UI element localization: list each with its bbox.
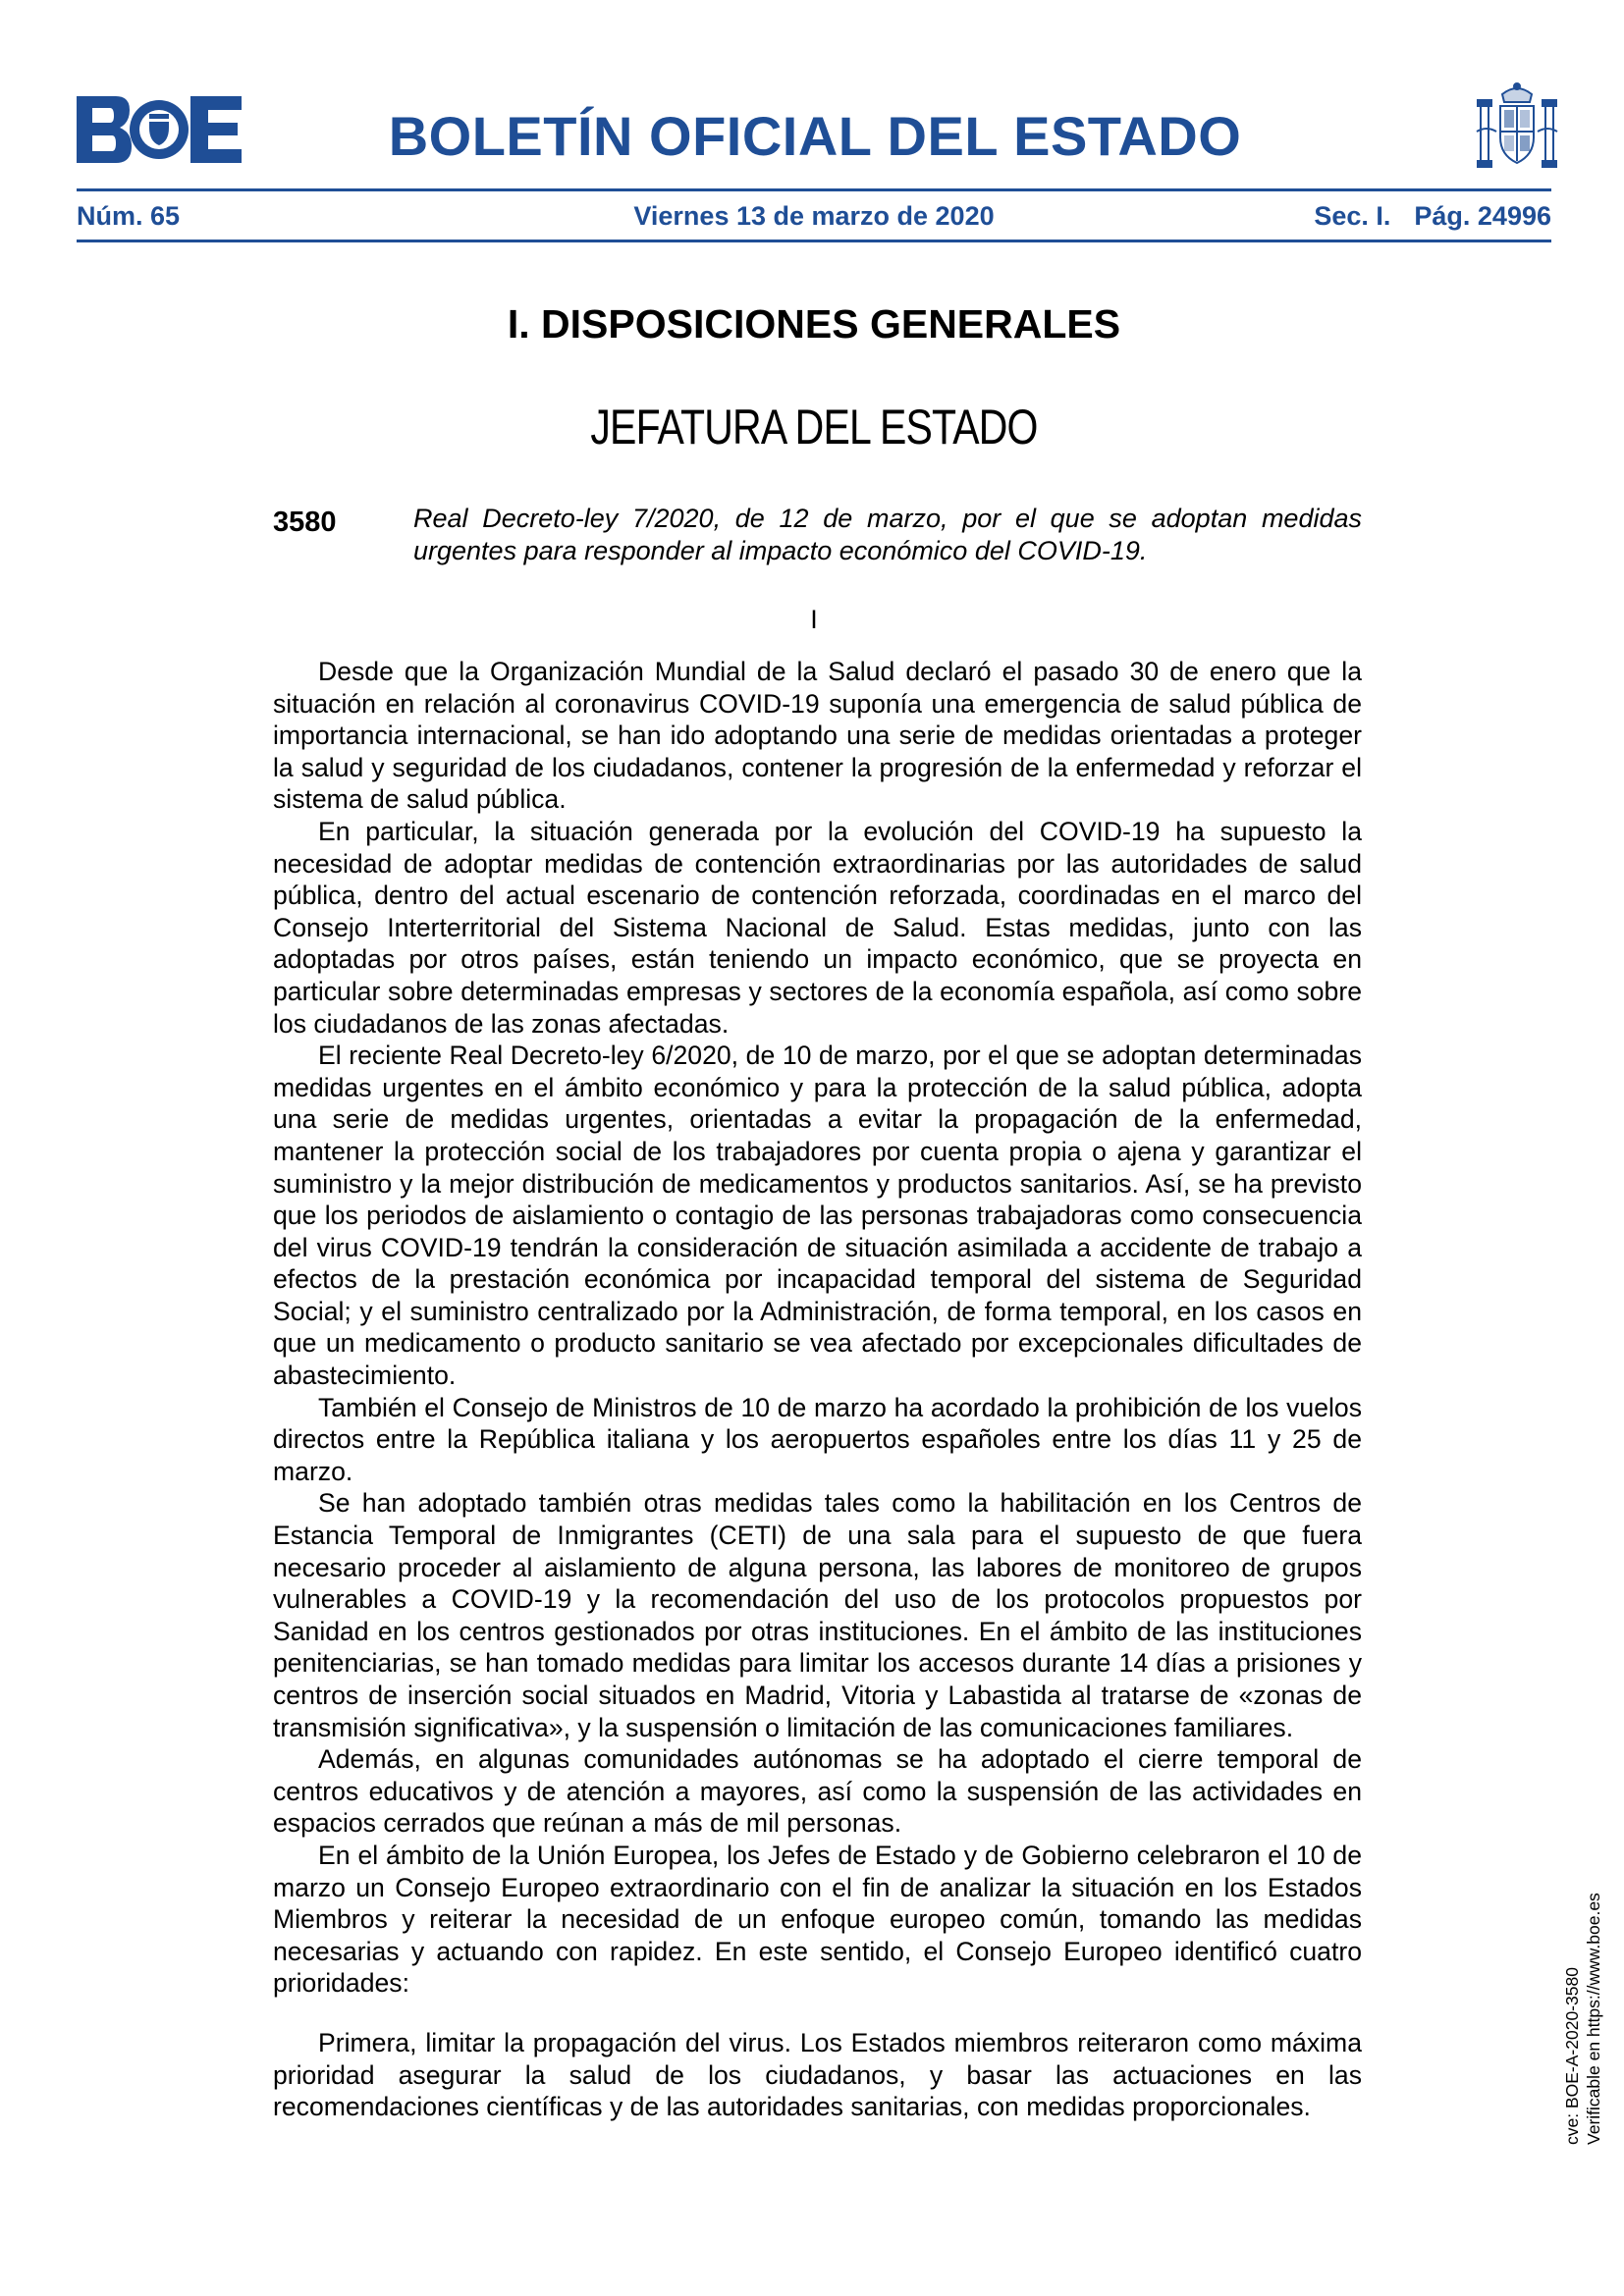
masthead-title: BOLETÍN OFICIAL DEL ESTADO [388,105,1242,167]
section-heading: I. DISPOSICIONES GENERALES [507,301,1121,347]
issue-date: Viernes 13 de marzo de 2020 [633,201,995,231]
page-label: Pág. 24996 [1414,201,1551,231]
document-body [273,656,1362,2123]
paragraph: También el Consejo de Ministros de 10 de marzo ha acordado la prohibición de los vuelos directos entre la República italiana y los aeropuertos españoles entre los días 11 y 25 de marzo. [273,1392,1362,1486]
paragraph: Desde que la Organización Mundial de la Salud declaró el pasado 30 de enero que la situación en relación al coronavirus COVID-19 suponía una emergencia de salud pública de importancia internacional, se han ido adoptando una serie de medidas orientadas a proteger la salud y seguridad de los ciudadanos, contener la progresión de la enfermedad y reforzar el sistema de salud pública. [273,657,1362,815]
paragraph: Se han adoptado también otras medidas tales como la habilitación en los Centros de Estancia Temporal de Inmigrantes (CETI) de una sala para el supuesto de que fuera necesario proceder al aislamiento de alguna persona, las labores de monitoreo de grupos vulnerables a COVID-19 y la recomendación del uso de los protocolos propuestos por Sanidad en los centros gestionados por otras instituciones. En el ámbito de las instituciones penitenciarias, se han tomado medidas para limitar los accesos durante 14 días a prisiones y centros de inserción social situados en Madrid, Vitoria y Labastida al tratarse de «zonas de transmisión significativa», y la suspensión o limitación de las comunicaciones familiares. [273,1488,1362,1742]
issue-number: Núm. 65 [77,201,181,231]
chapter-numeral: I [810,605,818,634]
verification-note [1561,1791,1604,2145]
issue-bar [77,198,1551,234]
paragraph: El reciente Real Decreto-ley 6/2020, de 10 de marzo, por el que se adoptan determinadas medidas urgentes en el ámbito económico y para la protección de la salud pública, adopta una serie de medidas urgentes, orientadas a evitar la propagación de la enfermedad, mantener la protección social de los trabajadores por cuenta propia o ajena y garantizar el suministro y la mejor distribución de medicamentos y productos sanitarios. Así, se ha previsto que los periodos de aislamiento o contagio de las personas trabajadoras como consecuencia del virus COVID-19 tendrán la consideración de situación asimilada a accidente de trabajo a efectos de la prestación económica por incapacidad temporal del sistema de Seguridad Social; y el suministro centralizado por la Administración, de forma temporal, en los casos en que un medicamento o producto sanitario se vea afectado por excepcionales dificultades de abastecimiento. [273,1041,1362,1391]
paragraph: Además, en algunas comunidades autónomas se ha adoptado el cierre temporal de centros educativos y de atención a mayores, así como la suspensión de las actividades en espacios cerrados que reúnan a más de mil personas. [273,1744,1362,1839]
verification-url: Verificable en https://www.boe.es [1584,1893,1603,2145]
boe-logo [77,96,242,163]
cve-code: cve: BOE-A-2020-3580 [1562,1967,1582,2145]
header-rule-bottom [77,240,1551,242]
organization-heading: JEFATURA DEL ESTADO [590,400,1038,454]
paragraph: Primera, limitar la propagación del virus. Los Estados miembros reiteraron como máxima prioridad asegurar la salud de los ciudadanos, y basar las actuaciones en las recomendaciones científicas y de las autoridades sanitarias, con medidas proporcionales. [273,2027,1362,2122]
coat-of-arms-icon [1473,80,1561,175]
section-label: Sec. I. [1314,201,1391,231]
paragraph: En particular, la situación generada por la evolución del COVID-19 ha supuesto la necesidad de adoptar medidas de contención extraordinarias por las autoridades de salud pública, dentro del actual escenario de contención reforzada, coordinadas en el marco del Consejo Interterritorial del Sistema Nacional de Salud. Estas medidas, junto con las adoptadas por otros países, están teniendo un impacto económico, que se proyecta en particular sobre determinadas empresas y sectores de la economía española, así como sobre los ciudadanos de las zonas afectadas. [273,816,1362,1039]
disposition-title: Real Decreto-ley 7/2020, de 12 de marzo, por el que se adoptan medidas urgentes para responder al impacto económico del COVID-19. [413,504,1362,565]
paragraph: En el ámbito de la Unión Europea, los Jefes de Estado y de Gobierno celebraron el 10 de marzo un Consejo Europeo extraordinario con el fin de analizar la situación en los Estados Miembros y reiterar la necesidad de un enfoque europeo común, tomando las medidas necesarias y actuando con rapidez. En este sentido, el Consejo Europeo identificó cuatro prioridades: [273,1840,1362,1999]
disposition-number: 3580 [273,507,337,538]
header-rule-top [77,188,1551,191]
section-page [1314,198,1551,234]
